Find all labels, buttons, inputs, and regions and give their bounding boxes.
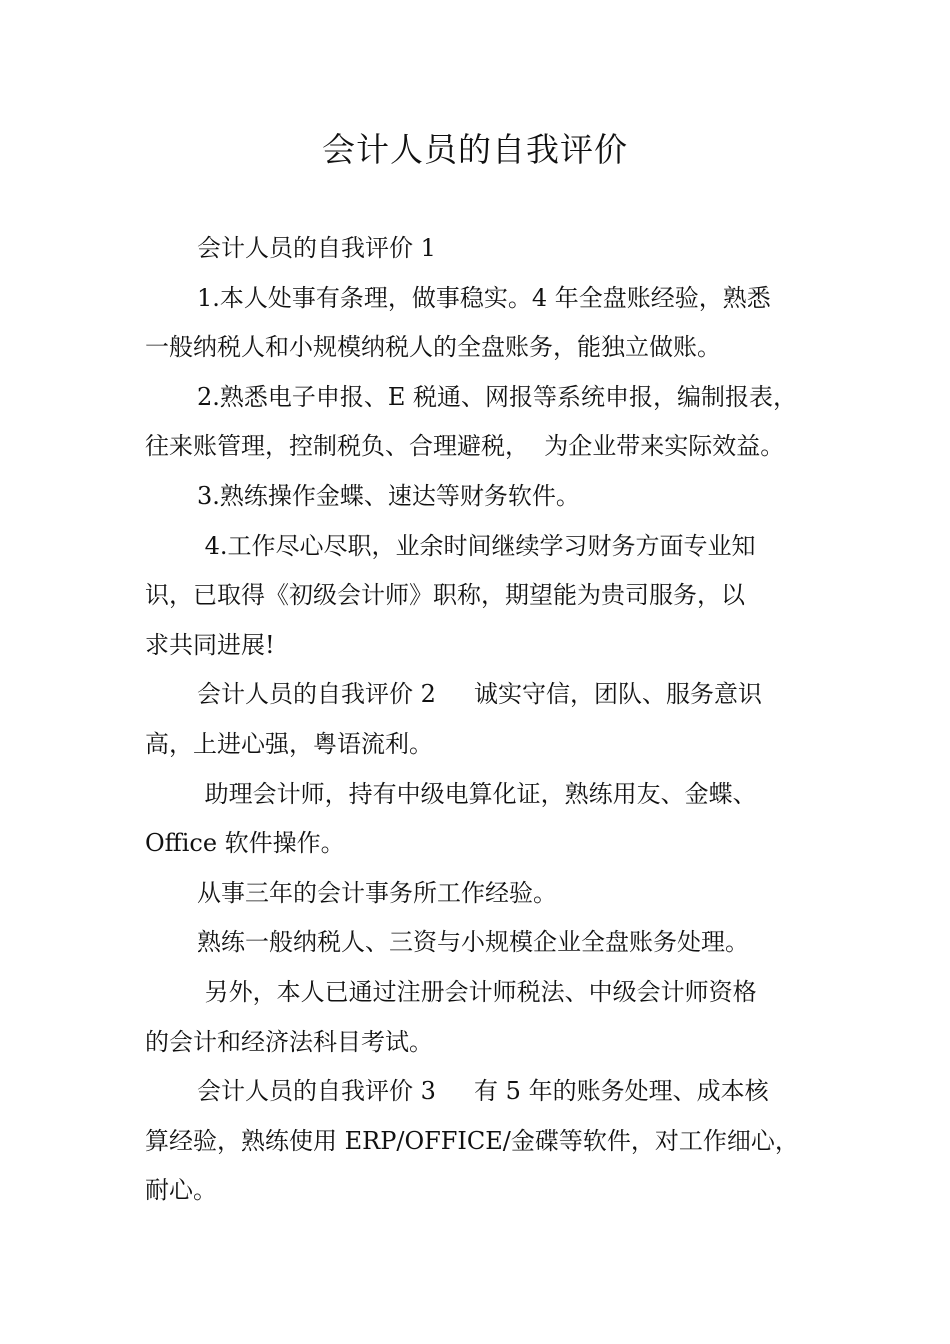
paragraph <box>145 918 820 968</box>
paragraph-line: 3.熟练操作金蝶、速达等财务软件。 <box>197 481 580 510</box>
paragraph-line: 另外，本人已通过注册会计师税法、中级会计师资格 <box>197 977 757 1006</box>
document-title: 会计人员的自我评价 <box>322 130 628 169</box>
paragraph-line: 往来账管理，控制税负、合理避税， 为企业带来实际效益。 <box>145 432 785 461</box>
paragraph <box>145 968 820 1067</box>
paragraph <box>145 1067 820 1216</box>
paragraph-line: 助理会计师，持有中级电算化证，熟练用友、金蝶、 <box>197 779 757 808</box>
paragraph-line: 熟练一般纳税人、三资与小规模企业全盘账务处理。 <box>197 928 749 957</box>
paragraph <box>145 869 820 919</box>
paragraph-line: Office 软件操作。 <box>145 829 345 858</box>
paragraph <box>145 770 820 869</box>
paragraph-line: 求共同进展! <box>145 630 275 659</box>
paragraph-line: 会计人员的自我评价 1 <box>197 234 436 262</box>
paragraph <box>145 670 820 769</box>
paragraph-line: 一般纳税人和小规模纳税人的全盘账务，能独立做账。 <box>145 333 721 362</box>
paragraph-line: 2.熟悉电子申报、E 税通、网报等系统申报，编制报表， <box>197 382 798 411</box>
paragraph-line: 从事三年的会计事务所工作经验。 <box>197 878 557 907</box>
paragraph-line: 的会计和经济法科目考试。 <box>145 1027 433 1056</box>
paragraph-line: 1.本人处事有条理，做事稳实。4 年全盘账经验，熟悉 <box>197 283 771 312</box>
paragraph-line: 识，已取得《初级会计师》职称，期望能为贵司服务，以 <box>145 581 745 610</box>
paragraph-line: 会计人员的自我评价 2 诚实守信，团队、服务意识 <box>197 680 763 709</box>
paragraph-line: 算经验，熟练使用 ERP/OFFICE/金碟等软件，对工作细心， <box>145 1126 799 1155</box>
paragraph-line: 耐心。 <box>145 1176 217 1205</box>
paragraph <box>145 472 820 522</box>
paragraph-line: 高，上进心强，粤语流利。 <box>145 729 433 758</box>
paragraph <box>145 522 820 671</box>
paragraph-line: 4.工作尽心尽职，业余时间继续学习财务方面专业知 <box>197 531 756 560</box>
paragraph <box>145 373 820 472</box>
paragraph-line: 会计人员的自我评价 3 有 5 年的账务处理、成本核 <box>197 1077 769 1106</box>
paragraph <box>145 224 820 274</box>
paragraph <box>145 274 820 373</box>
document-body <box>145 224 820 1216</box>
